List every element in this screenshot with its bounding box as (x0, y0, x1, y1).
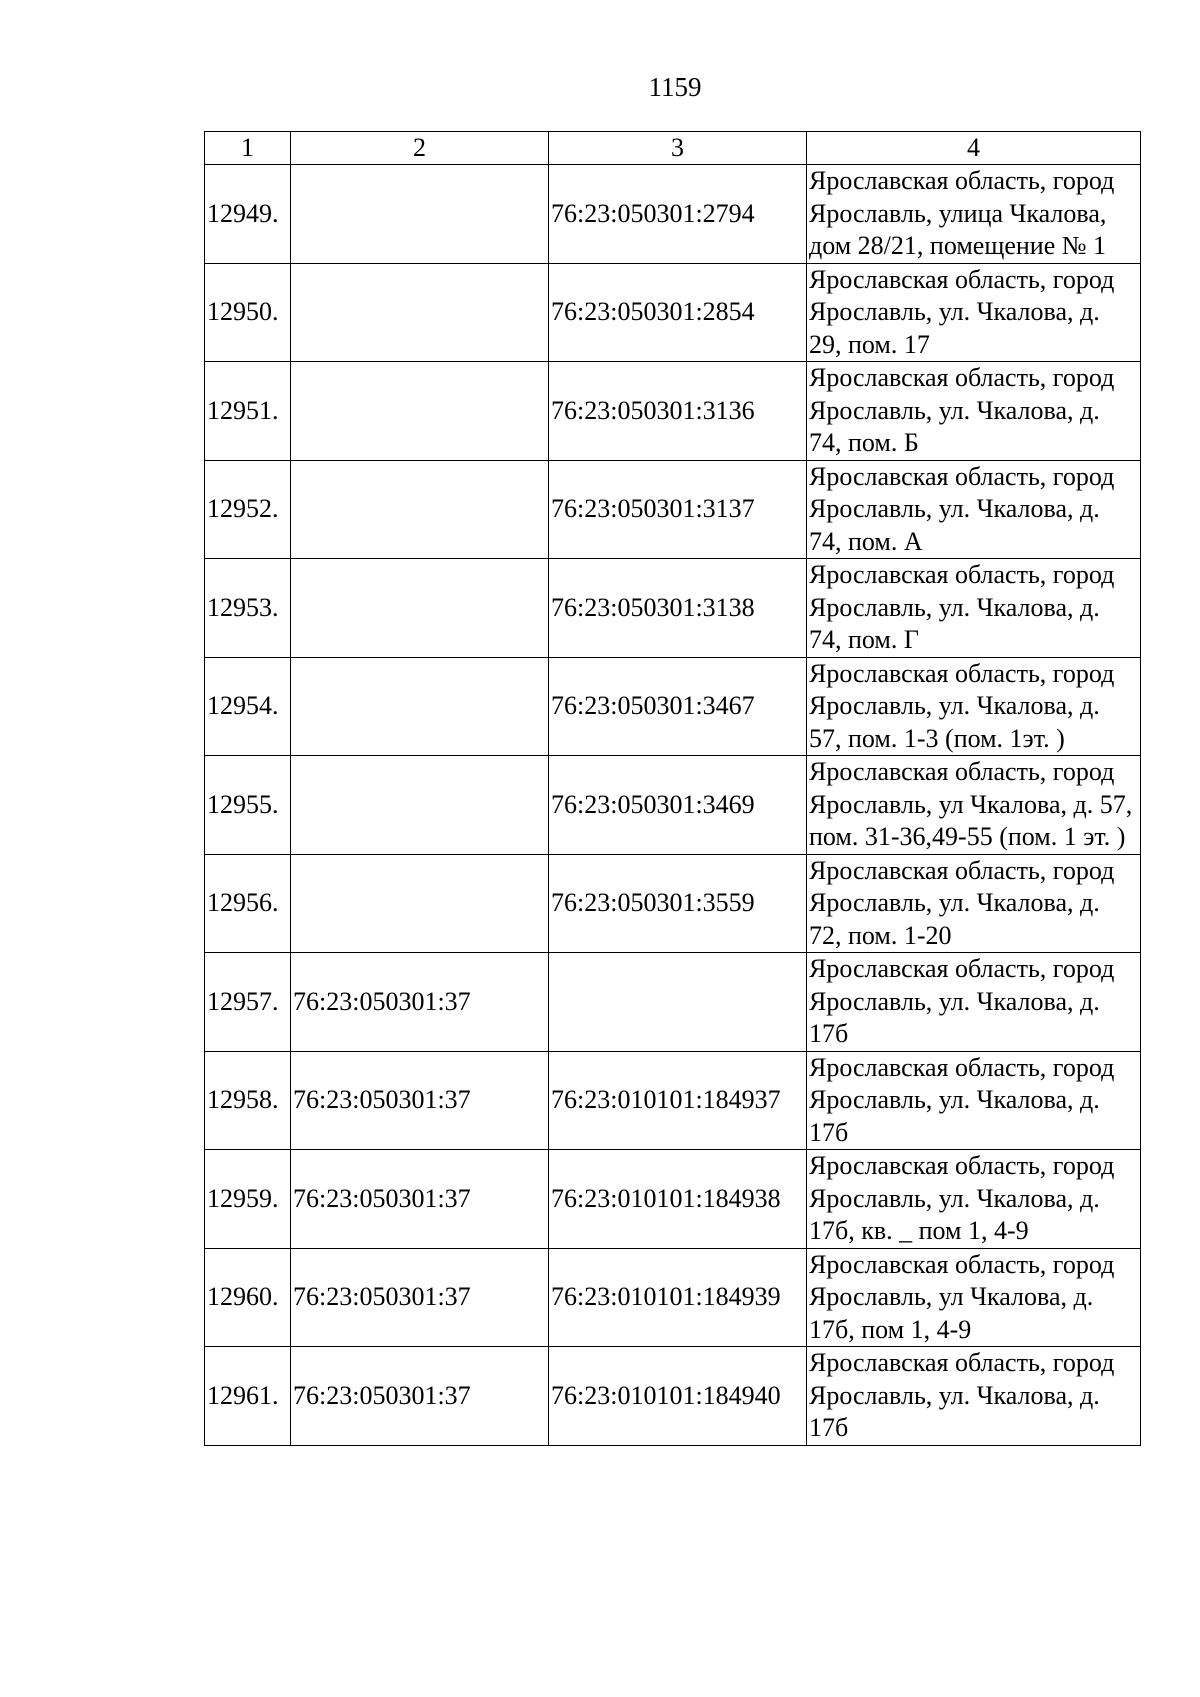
row-number-cell: 12955. (205, 756, 291, 855)
table-row (205, 1150, 1141, 1249)
address-cell: Ярославская область, город Ярославль, ул Чкалова, д. 17б, пом 1, 4-9 (807, 1248, 1141, 1347)
address-cell: Ярославская область, город Ярославль, ул. Чкалова, д. 17б (807, 1051, 1141, 1150)
table-row (205, 1051, 1141, 1150)
row-number-cell: 12957. (205, 953, 291, 1052)
address-cell: Ярославская область, город Ярославль, ул. Чкалова, д. 72, пом. 1-20 (807, 854, 1141, 953)
col2-cell: 76:23:050301:37 (291, 1051, 549, 1150)
row-number-cell: 12950. (205, 263, 291, 362)
row-number-cell: 12960. (205, 1248, 291, 1347)
col2-cell (291, 559, 549, 658)
address-cell: Ярославская область, город Ярославль, ул Чкалова, д. 57, пом. 31-36,49-55 (пом. 1 эт. ) (807, 756, 1141, 855)
col2-cell: 76:23:050301:37 (291, 1347, 549, 1446)
col3-cell: 76:23:050301:3138 (549, 559, 807, 658)
col3-cell: 76:23:010101:184937 (549, 1051, 807, 1150)
col2-cell (291, 263, 549, 362)
col3-cell: 76:23:010101:184938 (549, 1150, 807, 1249)
col2-cell: 76:23:050301:37 (291, 953, 549, 1052)
table-row (205, 165, 1141, 264)
row-number-cell: 12954. (205, 657, 291, 756)
row-number-cell: 12952. (205, 460, 291, 559)
row-number-cell: 12958. (205, 1051, 291, 1150)
page-number: 1159 (648, 72, 702, 102)
table-row (205, 953, 1141, 1052)
header-cell: 1 (205, 132, 291, 165)
col3-cell (549, 953, 807, 1052)
col2-cell (291, 165, 549, 264)
col2-cell (291, 657, 549, 756)
table-row (205, 657, 1141, 756)
col3-cell: 76:23:050301:3137 (549, 460, 807, 559)
table-row (205, 1248, 1141, 1347)
address-cell: Ярославская область, город Ярославль, ул. Чкалова, д. 74, пом. Б (807, 362, 1141, 461)
header-cell: 2 (291, 132, 549, 165)
col3-cell: 76:23:010101:184940 (549, 1347, 807, 1446)
col2-cell (291, 460, 549, 559)
header-cell: 3 (549, 132, 807, 165)
col2-cell (291, 362, 549, 461)
address-cell: Ярославская область, город Ярославль, ул. Чкалова, д. 57, пом. 1-3 (пом. 1эт. ) (807, 657, 1141, 756)
col2-cell: 76:23:050301:37 (291, 1248, 549, 1347)
header-row (205, 132, 1141, 165)
row-number-cell: 12956. (205, 854, 291, 953)
col3-cell: 76:23:050301:3469 (549, 756, 807, 855)
address-cell: Ярославская область, город Ярославль, ул. Чкалова, д. 29, пом. 17 (807, 263, 1141, 362)
table-row (205, 854, 1141, 953)
table-row (205, 1347, 1141, 1446)
row-number-cell: 12961. (205, 1347, 291, 1446)
header-cell: 4 (807, 132, 1141, 165)
address-cell: Ярославская область, город Ярославль, ул. Чкалова, д. 17б, кв. _ пом 1, 4-9 (807, 1150, 1141, 1249)
row-number-cell: 12959. (205, 1150, 291, 1249)
col2-cell (291, 756, 549, 855)
table-row (205, 559, 1141, 658)
table-row (205, 756, 1141, 855)
address-cell: Ярославская область, город Ярославль, ул. Чкалова, д. 17б (807, 953, 1141, 1052)
table-row (205, 362, 1141, 461)
col3-cell: 76:23:050301:2794 (549, 165, 807, 264)
address-cell: Ярославская область, город Ярославль, ул. Чкалова, д. 74, пом. А (807, 460, 1141, 559)
table-row (205, 460, 1141, 559)
row-number-cell: 12949. (205, 165, 291, 264)
col2-cell (291, 854, 549, 953)
col3-cell: 76:23:050301:3467 (549, 657, 807, 756)
address-cell: Ярославская область, город Ярославль, улица Чкалова, дом 28/21, помещение № 1 (807, 165, 1141, 264)
col3-cell: 76:23:050301:2854 (549, 263, 807, 362)
address-cell: Ярославская область, город Ярославль, ул. Чкалова, д. 17б (807, 1347, 1141, 1446)
address-cell: Ярославская область, город Ярославль, ул. Чкалова, д. 74, пом. Г (807, 559, 1141, 658)
registry-table (204, 131, 1141, 1446)
col2-cell: 76:23:050301:37 (291, 1150, 549, 1249)
table-row (205, 263, 1141, 362)
col3-cell: 76:23:050301:3559 (549, 854, 807, 953)
row-number-cell: 12951. (205, 362, 291, 461)
col3-cell: 76:23:010101:184939 (549, 1248, 807, 1347)
col3-cell: 76:23:050301:3136 (549, 362, 807, 461)
row-number-cell: 12953. (205, 559, 291, 658)
